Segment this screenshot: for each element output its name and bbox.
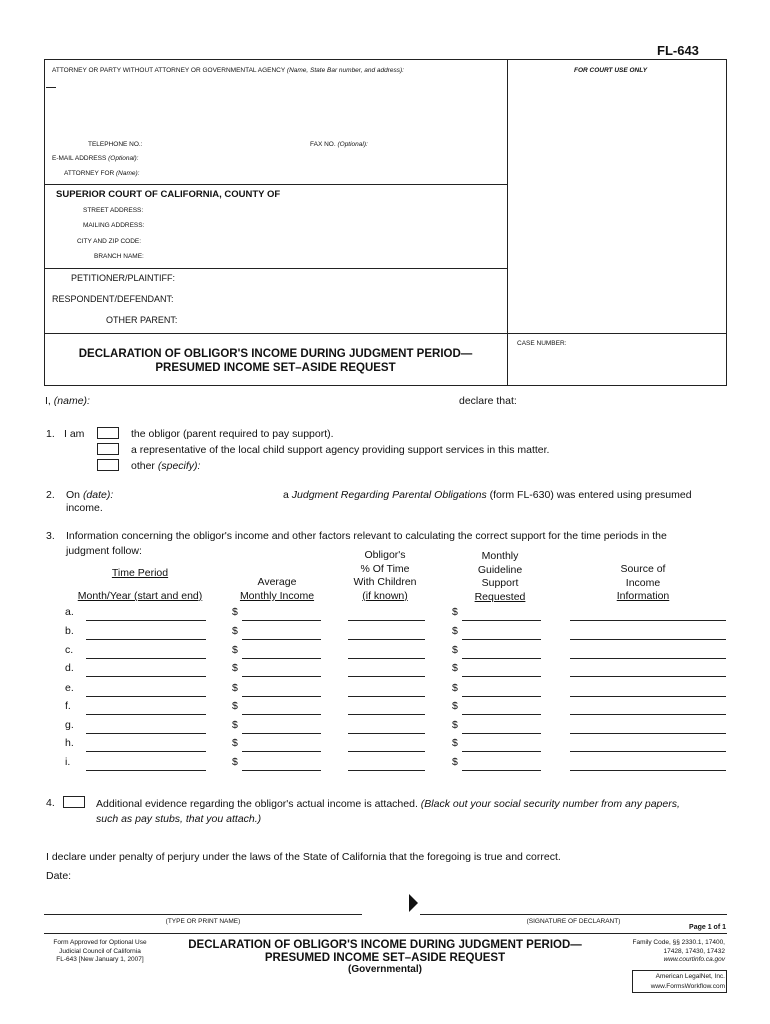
income-source-field[interactable] <box>570 751 726 752</box>
item2-text-cont: income. <box>66 502 103 514</box>
court-use-divider <box>507 59 508 386</box>
row-label: g. <box>65 719 74 731</box>
item1-number: 1. <box>46 428 55 440</box>
intro-name: I, (name): <box>45 395 90 407</box>
dollar-sign: $ <box>452 625 458 637</box>
dollar-sign: $ <box>452 756 458 768</box>
dollar-sign: $ <box>232 737 238 749</box>
income-source-field[interactable] <box>570 733 726 734</box>
dollar-sign: $ <box>232 756 238 768</box>
other-checkbox[interactable] <box>97 459 119 471</box>
row-label: a. <box>65 606 74 618</box>
dollar-sign: $ <box>452 700 458 712</box>
average-income-field[interactable] <box>242 714 321 715</box>
percent-time-field[interactable] <box>348 696 425 697</box>
publisher-box: American LegalNet, Inc. www.FormsWorkflow.com <box>632 970 727 993</box>
col-month-year: Month/Year (start and end) <box>77 590 203 602</box>
attorney-divider <box>44 184 507 185</box>
row-label: e. <box>65 682 74 694</box>
time-period-field[interactable] <box>86 658 206 659</box>
approval-note: Form Approved for Optional Use Judicial Council of California FL-643 [New January 1, 2007] <box>53 939 147 963</box>
col-guideline-support: Monthly Guideline Support Requested <box>474 550 526 603</box>
col-percent-time: Obligor's % Of Time With Children (if known) <box>353 549 417 602</box>
respondent-label: RESPONDENT/DEFENDANT: <box>52 294 174 304</box>
dollar-sign: $ <box>452 606 458 618</box>
dollar-sign: $ <box>232 644 238 656</box>
income-source-field[interactable] <box>570 696 726 697</box>
statute-reference: Family Code, §§ 2330.1, 17400, 17428, 17430, 17432 www.courtinfo.ca.gov <box>632 939 725 963</box>
petitioner-label: PETITIONER/PLAINTIFF: <box>71 273 176 283</box>
print-name-line[interactable] <box>44 914 362 915</box>
date-label: Date: <box>46 870 72 882</box>
court-divider <box>44 268 507 269</box>
item1-option2: a representative of the local child support agency providing support services in this matter. <box>131 444 550 456</box>
item3-line2: judgment follow: <box>66 545 142 557</box>
row-label: b. <box>65 625 74 637</box>
average-income-field[interactable] <box>242 733 321 734</box>
fax-label: FAX NO. (Optional): <box>310 141 368 148</box>
form-title-line2: PRESUMED INCOME SET–ASIDE REQUEST <box>155 362 396 374</box>
col-time-period: Time Period <box>111 567 169 579</box>
row-label: d. <box>65 662 74 674</box>
item1-option1: the obligor (parent required to pay support). <box>131 428 334 440</box>
form-title <box>44 347 507 375</box>
item3-number: 3. <box>46 530 55 542</box>
time-period-field[interactable] <box>86 676 206 677</box>
average-income-field[interactable] <box>242 751 321 752</box>
case-number-label: CASE NUMBER: <box>517 340 567 347</box>
city-label: CITY AND ZIP CODE: <box>77 238 142 245</box>
income-source-field[interactable] <box>570 676 726 677</box>
print-name-label: (TYPE OR PRINT NAME) <box>165 918 241 925</box>
average-income-field[interactable] <box>242 676 321 677</box>
sign-arrow-icon <box>409 894 418 912</box>
telephone-label: TELEPHONE NO.: <box>88 141 143 148</box>
support-requested-field[interactable] <box>462 751 541 752</box>
item3-line1: Information concerning the obligor's income and other factors relevant to calculating the correct support for the time periods in the <box>66 530 667 542</box>
percent-time-field[interactable] <box>348 770 425 771</box>
intro-declare: declare that: <box>459 395 517 407</box>
support-requested-field[interactable] <box>462 733 541 734</box>
dollar-sign: $ <box>452 737 458 749</box>
perjury-statement: I declare under penalty of perjury under the laws of the State of California that the foregoing is true and correct. <box>46 851 561 863</box>
support-requested-field[interactable] <box>462 770 541 771</box>
attorney-mark <box>46 87 56 88</box>
item4-text: Additional evidence regarding the obligor's actual income is attached. (Black out your social security number from any papers, such as pay stubs, that you attach.) <box>96 798 680 825</box>
percent-time-field[interactable] <box>348 639 425 640</box>
email-label: E-MAIL ADDRESS (Optional): <box>52 155 139 162</box>
percent-time-field[interactable] <box>348 658 425 659</box>
col-average-income: Average Monthly Income <box>239 576 315 602</box>
other-parent-label: OTHER PARENT: <box>106 315 178 325</box>
dollar-sign: $ <box>452 719 458 731</box>
signature-label: (SIGNATURE OF DECLARANT) <box>526 918 621 925</box>
dollar-sign: $ <box>452 644 458 656</box>
percent-time-field[interactable] <box>348 676 425 677</box>
parties-divider <box>44 333 727 334</box>
time-period-field[interactable] <box>86 770 206 771</box>
row-label: c. <box>65 644 74 656</box>
support-requested-field[interactable] <box>462 676 541 677</box>
page-number: Page 1 of 1 <box>689 924 726 931</box>
percent-time-field[interactable] <box>348 751 425 752</box>
income-source-field[interactable] <box>570 770 726 771</box>
income-source-field[interactable] <box>570 658 726 659</box>
dollar-sign: $ <box>232 700 238 712</box>
income-source-field[interactable] <box>570 620 726 621</box>
time-period-field[interactable] <box>86 714 206 715</box>
attorney-label: ATTORNEY OR PARTY WITHOUT ATTORNEY OR GOVERNMENTAL AGENCY (Name, State Bar number, and address): <box>52 67 404 74</box>
street-label: STREET ADDRESS: <box>83 207 144 214</box>
form-id: FL-643 <box>657 43 699 58</box>
item1-option3: other (specify): <box>131 460 201 472</box>
dollar-sign: $ <box>232 662 238 674</box>
court-use-label: FOR COURT USE ONLY <box>574 67 648 74</box>
item2-text: a Judgment Regarding Parental Obligations (form FL-630) was entered using presumed <box>283 489 692 501</box>
signature-line[interactable] <box>420 914 727 915</box>
row-label: f. <box>65 700 71 712</box>
obligor-checkbox[interactable] <box>97 427 119 439</box>
support-requested-field[interactable] <box>462 620 541 621</box>
average-income-field[interactable] <box>242 639 321 640</box>
time-period-field[interactable] <box>86 639 206 640</box>
support-requested-field[interactable] <box>462 658 541 659</box>
additional-evidence-checkbox[interactable] <box>63 796 85 808</box>
footer-title: DECLARATION OF OBLIGOR'S INCOME DURING JUDGMENT PERIOD— PRESUMED INCOME SET–ASIDE REQUEST (Governmental) <box>188 939 582 975</box>
dollar-sign: $ <box>232 625 238 637</box>
item2-number: 2. <box>46 489 55 501</box>
percent-time-field[interactable] <box>348 733 425 734</box>
item1-iam: I am <box>64 428 85 440</box>
average-income-field[interactable] <box>242 696 321 697</box>
time-period-field[interactable] <box>86 620 206 621</box>
court-title: SUPERIOR COURT OF CALIFORNIA, COUNTY OF <box>56 189 281 200</box>
form-title-line1: DECLARATION OF OBLIGOR'S INCOME DURING JUDGMENT PERIOD— <box>78 348 473 360</box>
footer-rule <box>44 933 727 934</box>
attorney-for-label: ATTORNEY FOR (Name): <box>64 170 140 177</box>
support-requested-field[interactable] <box>462 714 541 715</box>
row-label: i. <box>65 756 71 768</box>
dollar-sign: $ <box>452 662 458 674</box>
time-period-field[interactable] <box>86 696 206 697</box>
mailing-label: MAILING ADDRESS: <box>83 222 145 229</box>
caption-box <box>44 59 727 386</box>
income-source-field[interactable] <box>570 714 726 715</box>
branch-label: BRANCH NAME: <box>94 253 144 260</box>
time-period-field[interactable] <box>86 733 206 734</box>
support-requested-field[interactable] <box>462 639 541 640</box>
row-label: h. <box>65 737 74 749</box>
col-income-source: Source of Income Information <box>616 563 670 602</box>
income-source-field[interactable] <box>570 639 726 640</box>
dollar-sign: $ <box>452 682 458 694</box>
dollar-sign: $ <box>232 606 238 618</box>
dollar-sign: $ <box>232 719 238 731</box>
percent-time-field[interactable] <box>348 714 425 715</box>
average-income-field[interactable] <box>242 658 321 659</box>
average-income-field[interactable] <box>242 620 321 621</box>
time-period-field[interactable] <box>86 751 206 752</box>
average-income-field[interactable] <box>242 770 321 771</box>
dollar-sign: $ <box>232 682 238 694</box>
support-requested-field[interactable] <box>462 696 541 697</box>
percent-time-field[interactable] <box>348 620 425 621</box>
item2-date: On (date): <box>66 489 114 501</box>
item4-number: 4. <box>46 797 55 809</box>
agency-rep-checkbox[interactable] <box>97 443 119 455</box>
